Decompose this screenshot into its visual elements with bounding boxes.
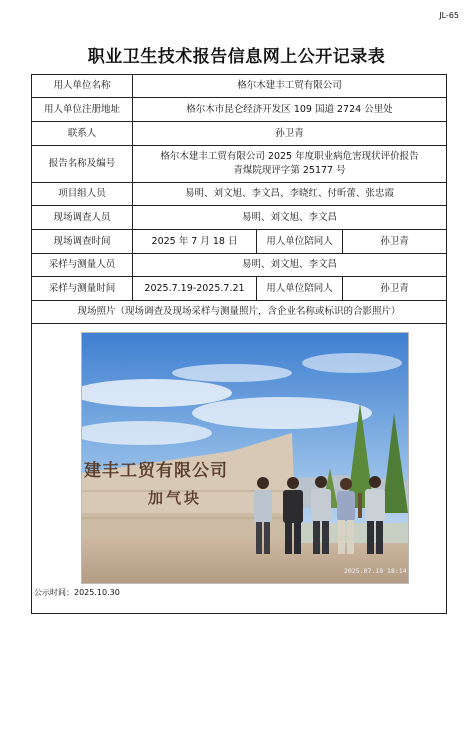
sampling-staff-label: 采样与测量人员 — [48, 259, 116, 270]
row-address — [32, 98, 446, 122]
team-label: 项目组人员 — [58, 188, 106, 199]
report-name: 格尔木建丰工贸有限公司 2025 年度职业病危害现状评价报告 — [160, 151, 419, 162]
doc-code: JL-65 — [439, 11, 459, 20]
report-label: 报告名称及编号 — [48, 158, 116, 169]
sampling-time-value: 2025.7.19-2025.7.21 — [132, 277, 256, 300]
survey-staff-label: 现场调查人员 — [53, 211, 111, 223]
employer-name-value: 格尔木建丰工贸有限公司 — [132, 75, 446, 97]
sampling-time-label: 采样与测量时间 — [48, 282, 116, 294]
report-value — [132, 146, 446, 182]
address-label: 用人单位注册地址 — [43, 103, 120, 115]
sign-product: 加气块 — [148, 489, 203, 507]
escort-value-2: 孙卫青 — [342, 277, 446, 300]
contact-label: 联系人 — [67, 127, 97, 139]
photo-area — [32, 324, 446, 613]
employer-name-label: 用人单位名称 — [53, 80, 111, 91]
row-survey-time — [32, 230, 446, 254]
page-title: 职业卫生技术报告信息网上公开记录表 — [87, 47, 386, 67]
row-sampling-time — [32, 277, 446, 301]
survey-time-value: 2025 年 7 月 18 日 — [132, 230, 256, 253]
row-contact — [32, 122, 446, 146]
row-report — [32, 146, 446, 183]
record-table — [31, 74, 447, 614]
photo-timestamp: 2025.07.18 18:14 — [344, 567, 407, 575]
row-survey-staff — [32, 206, 446, 230]
address-value: 格尔木市昆仑经济开发区 109 国道 2724 公里处 — [132, 98, 446, 121]
escort-label-2: 用人单位陪同人 — [256, 277, 342, 300]
row-employer-name — [32, 75, 446, 98]
site-photo — [81, 332, 409, 584]
row-team — [32, 183, 446, 206]
photo-label: 现场照片（现场调查及现场采样与测量照片，含企业名称或标识的合影照片） — [77, 306, 401, 317]
site-photo-image — [82, 333, 408, 583]
row-sampling-staff — [32, 254, 446, 277]
row-photo-label — [32, 301, 446, 324]
survey-time-label: 现场调查时间 — [53, 235, 111, 247]
team-value: 易明、刘文旭、李文昌、李晓红、付昕蕾、张忠霞 — [132, 183, 446, 205]
escort-label-1: 用人单位陪同人 — [256, 230, 342, 253]
sign-company-name: 建丰工贸有限公司 — [84, 461, 228, 481]
escort-value-1: 孙卫青 — [342, 230, 446, 253]
survey-staff-value: 易明、刘文旭、李文昌 — [132, 206, 446, 229]
report-number: 青煤院现评字第 25177 号 — [233, 165, 346, 176]
sampling-staff-value: 易明、刘文旭、李文昌 — [132, 254, 446, 276]
publish-date: 公示时间：2025.10.30 — [34, 588, 120, 597]
contact-value: 孙卫青 — [132, 122, 446, 145]
